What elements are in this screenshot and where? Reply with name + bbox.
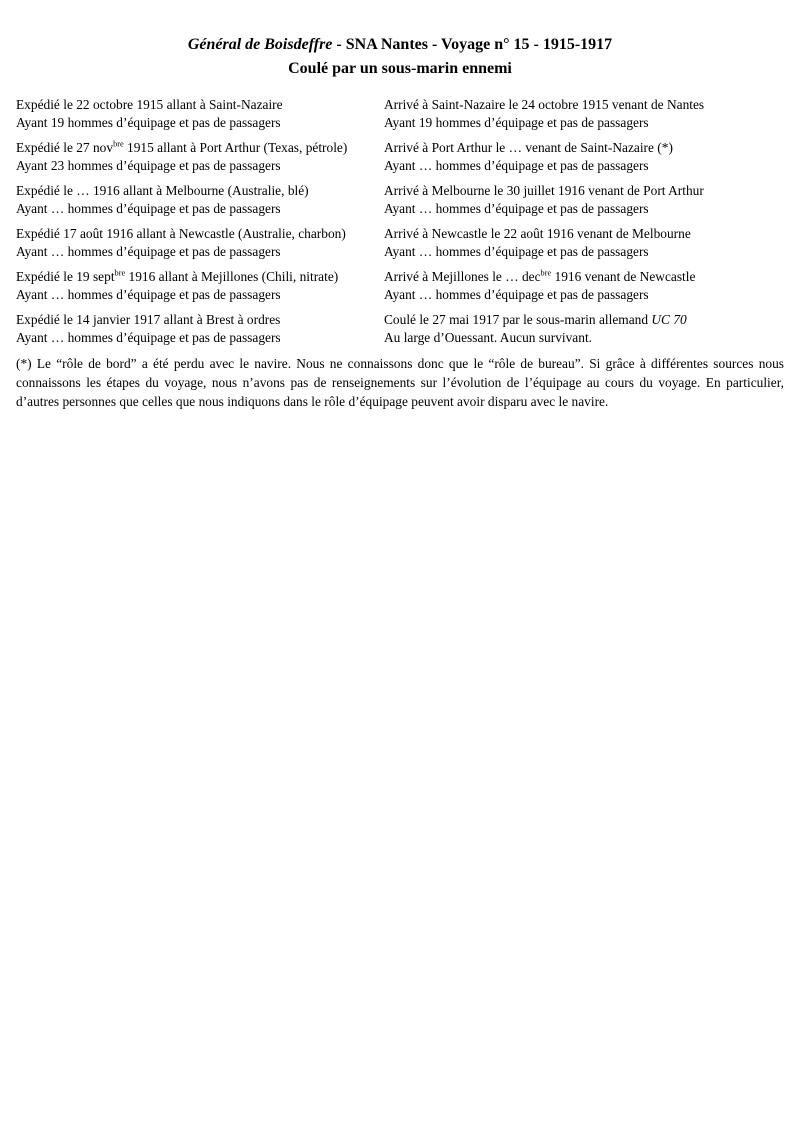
- sinking-cell: [384, 311, 800, 347]
- arrival-line: Arrivé à Mejillones le … dec$^{bre}$ 1916 venant de Newcastle: [384, 268, 696, 284]
- crew-line: Ayant … hommes d’équipage et pas de passagers: [16, 244, 281, 259]
- voyage-leg-row: [0, 182, 800, 218]
- footnote: (*) Le “rôle de bord” a été perdu avec le navire. Nous ne connaissons donc que le “rôle de bureau”. Si grâce à différentes sources nous connaissons les étapes du voyage, nous n’avons pas de renseignements sur l’évolution de l’équipage au cours du voyage. En particulier, d’autres personnes que celles que nous indiquons dans le rôle d’équipage peuvent avoir disparu avec le navire.: [16, 356, 784, 409]
- arrival-cell: [384, 268, 800, 304]
- departure-cell: [0, 139, 384, 175]
- arrival-cell: [384, 225, 800, 261]
- sinking-detail-line: Au large d’Ouessant. Aucun survivant.: [384, 330, 593, 345]
- crew-line: Ayant … hommes d’équipage et pas de passagers: [16, 330, 281, 345]
- crew-line: Ayant 19 hommes d’équipage et pas de passagers: [384, 115, 649, 130]
- departure-line: Expédié le … 1916 allant à Melbourne (Australie, blé): [16, 183, 309, 198]
- departure-line: Expédié 17 août 1916 allant à Newcastle (Australie, charbon): [16, 226, 346, 241]
- departure-line: Expédié le 27 nov$^{bre}$ 1915 allant à Port Arthur (Texas, pétrole): [16, 139, 348, 155]
- crew-line: Ayant … hommes d’équipage et pas de passagers: [384, 244, 649, 259]
- arrival-line: Arrivé à Melbourne le 30 juillet 1916 venant de Port Arthur: [384, 183, 704, 198]
- arrival-cell: [384, 182, 800, 218]
- departure-cell: [0, 182, 384, 218]
- crew-line: Ayant … hommes d’équipage et pas de passagers: [384, 287, 649, 302]
- crew-line: Ayant … hommes d’équipage et pas de passagers: [384, 158, 649, 173]
- departure-line: Expédié le 22 octobre 1915 allant à Saint-Nazaire: [16, 97, 283, 112]
- departure-line: Expédié le 14 janvier 1917 allant à Brest à ordres: [16, 312, 281, 327]
- page-title: Général de Boisdeffre - SNA Nantes - Voyage n° 15 - 1915-1917: [187, 36, 613, 53]
- crew-line: Ayant … hommes d’équipage et pas de passagers: [16, 287, 281, 302]
- departure-cell: [0, 268, 384, 304]
- page-subtitle: Coulé par un sous-marin ennemi: [288, 60, 512, 77]
- crew-line: Ayant 23 hommes d’équipage et pas de passagers: [16, 158, 281, 173]
- voyage-leg-row: [0, 225, 800, 261]
- title-block: [0, 0, 800, 79]
- arrival-line: Arrivé à Newcastle le 22 août 1916 venant de Melbourne: [384, 226, 691, 241]
- voyage-leg-row: [0, 311, 800, 347]
- crew-line: Ayant … hommes d’équipage et pas de passagers: [384, 201, 649, 216]
- sinking-line: Coulé le 27 mai 1917 par le sous-marin allemand UC 70: [384, 312, 687, 327]
- arrival-cell: [384, 96, 800, 132]
- arrival-line: Arrivé à Port Arthur le … venant de Saint-Nazaire (*): [384, 140, 673, 155]
- departure-cell: [0, 311, 384, 347]
- departure-line: Expédié le 19 sept$^{bre}$ 1916 allant à Mejillones (Chili, nitrate): [16, 268, 339, 284]
- voyage-leg-row: [0, 96, 800, 132]
- crew-line: Ayant 19 hommes d’équipage et pas de passagers: [16, 115, 281, 130]
- voyage-leg-row: [0, 268, 800, 304]
- arrival-line: Arrivé à Saint-Nazaire le 24 octobre 1915 venant de Nantes: [384, 97, 705, 112]
- voyage-legs-list: [0, 96, 800, 347]
- departure-cell: [0, 225, 384, 261]
- arrival-cell: [384, 139, 800, 175]
- voyage-leg-row: [0, 139, 800, 175]
- crew-line: Ayant … hommes d’équipage et pas de passagers: [16, 201, 281, 216]
- departure-cell: [0, 96, 384, 132]
